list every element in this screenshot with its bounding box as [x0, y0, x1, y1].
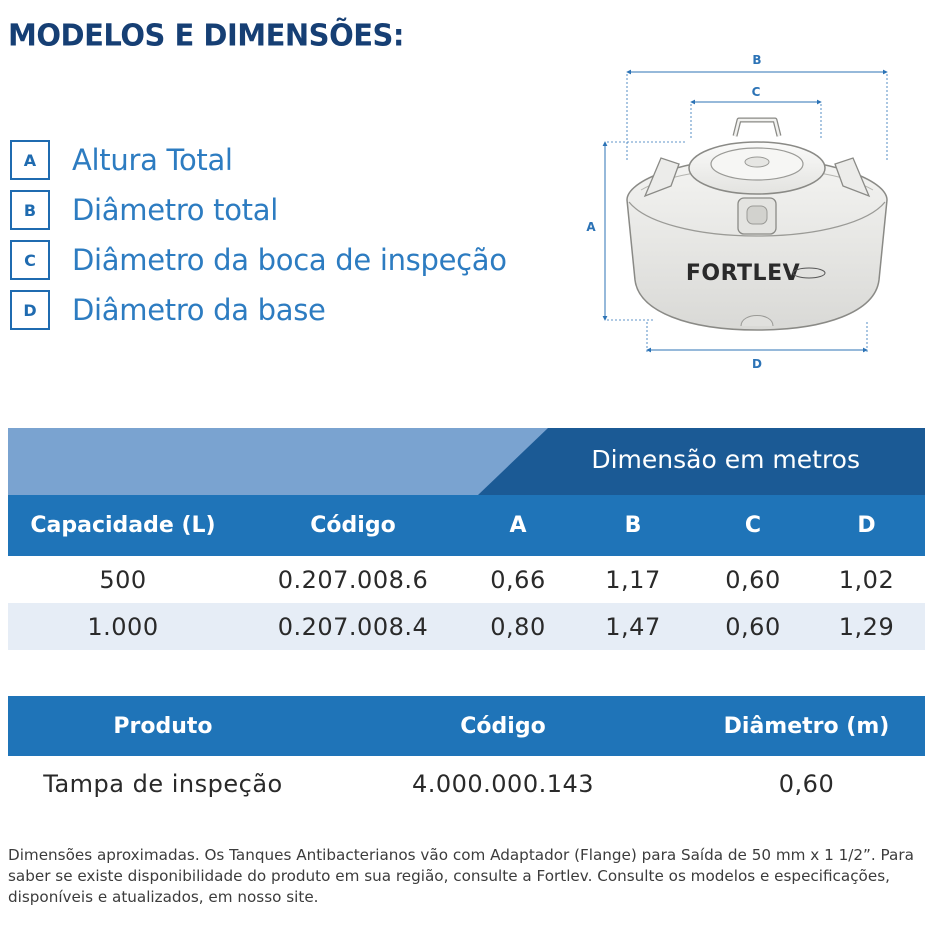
dimensions-group-band: [8, 428, 925, 495]
cell-d: 1,29: [838, 612, 895, 641]
water-tank-illustration: [627, 120, 887, 330]
cell-capacidade: 1.000: [87, 612, 159, 641]
legend-text-c: Diâmetro da boca de inspeção: [72, 243, 507, 277]
header-d: D: [857, 513, 876, 538]
legend-text-a: Altura Total: [72, 143, 233, 177]
dimension-legend: [10, 135, 507, 335]
legend-item-d: [10, 285, 507, 335]
table-row: [8, 603, 925, 650]
cell-a: 0,80: [490, 612, 546, 641]
page-title: MODELOS E DIMENSÕES:: [8, 17, 405, 53]
cell-codigo: 0.207.008.6: [277, 565, 429, 594]
dimensions-table: [8, 428, 925, 650]
dimension-label-a: A: [586, 220, 596, 234]
header-c: C: [744, 513, 762, 538]
brand-logo: FORTLEV: [685, 261, 801, 286]
table-header-row: [8, 495, 925, 556]
legend-text-b: Diâmetro total: [72, 193, 278, 227]
cell-a: 0,66: [490, 565, 546, 594]
dimension-label-d: D: [752, 357, 762, 371]
cell-codigo: 0.207.008.4: [277, 612, 429, 641]
header-diametro: Diâmetro (m): [723, 713, 890, 739]
dimension-label-b: B: [752, 53, 762, 67]
legend-badge-a: A: [10, 140, 50, 180]
cell-capacidade: 500: [99, 565, 147, 594]
cell-diametro: 0,60: [778, 770, 835, 798]
cell-c: 0,60: [725, 565, 781, 594]
legend-item-b: [10, 185, 507, 235]
legend-text-d: Diâmetro da base: [72, 293, 326, 327]
header-b: B: [624, 513, 642, 538]
cell-b: 1,47: [605, 612, 661, 641]
cell-produto: Tampa de inspeção: [43, 770, 283, 798]
legend-item-a: [10, 135, 507, 185]
header-produto: Produto: [113, 713, 213, 739]
cell-c: 0,60: [725, 612, 781, 641]
header-a: A: [509, 513, 527, 538]
table-header-row: [8, 696, 925, 756]
legend-badge-c: C: [10, 240, 50, 280]
dimension-label-c: C: [751, 85, 761, 99]
legend-badge-b: B: [10, 190, 50, 230]
header-codigo: Código: [460, 713, 546, 739]
cell-codigo: 4.000.000.143: [411, 770, 595, 798]
table-row: [8, 556, 925, 603]
footnote-text: Dimensões aproximadas. Os Tanques Antibacterianos vão com Adaptador (Flange) para Saída de 50 mm x 1 1/2”. Para saber se existe disponibilidade do produto em sua região, consulte a Fortlev. Consulte os modelos e especificações, disponíveis e atualizados, em nosso site.: [8, 846, 914, 906]
header-codigo: Código: [310, 513, 396, 538]
header-capacidade: Capacidade (L): [30, 513, 216, 538]
tank-dimension-figure: [575, 40, 915, 380]
dimensions-group-label: Dimensão em metros: [591, 445, 860, 474]
table-row: [8, 756, 925, 812]
cell-d: 1,02: [838, 565, 895, 594]
accessory-table: [8, 696, 925, 812]
cell-b: 1,17: [605, 565, 661, 594]
legend-badge-d: D: [10, 290, 50, 330]
legend-item-c: [10, 235, 507, 285]
